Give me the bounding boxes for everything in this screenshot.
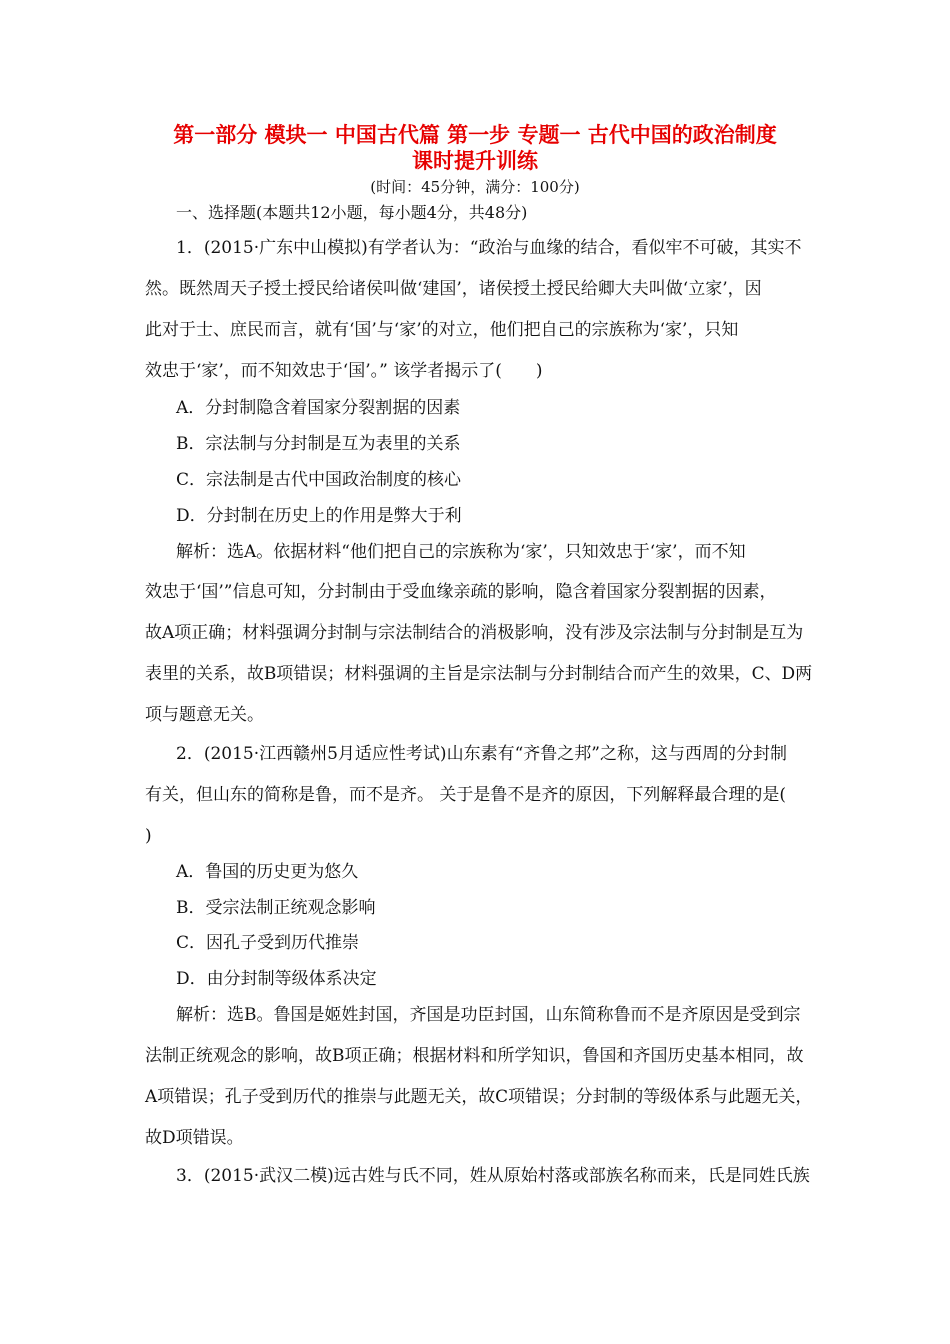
q2-option-d: D．由分封制等级体系决定 bbox=[176, 969, 377, 989]
q2-analysis-line: 法制正统观念的影响，故B项正确；根据材料和所学知识，鲁国和齐国历史基本相同，故 bbox=[145, 1046, 804, 1066]
q1-analysis-line: 表里的关系，故B项错误；材料强调的主旨是宗法制与分封制结合而产生的效果，C、D两 bbox=[145, 664, 813, 684]
q1-option-d: D．分封制在历史上的作用是弊大于利 bbox=[176, 506, 462, 526]
q1-analysis-line: 效忠于‘国’”信息可知，分封制由于受血缘亲疏的影响，隐含着国家分裂割据的因素， bbox=[145, 582, 777, 602]
q1-option-b: B．宗法制与分封制是互为表里的关系 bbox=[176, 434, 461, 454]
q1-option-c: C．宗法制是古代中国政治制度的核心 bbox=[176, 470, 462, 490]
q3-stem-line: 3．(2015·武汉二模)远古姓与氏不同，姓从原始村落或部族名称而来，氏是同姓氏族 bbox=[176, 1166, 810, 1186]
q2-stem-line: 有关，但山东的简称是鲁，而不是齐。 关于是鲁不是齐的原因，下列解释最合理的是( bbox=[145, 785, 787, 805]
q2-stem-line: 2．(2015·江西赣州5月适应性考试)山东素有“齐鲁之邦”之称，这与西周的分封制 bbox=[176, 744, 787, 764]
q2-stem-line: ) bbox=[145, 826, 152, 846]
document-title-line2: 课时提升训练 bbox=[412, 149, 538, 173]
q1-analysis-line: 项与题意无关。 bbox=[145, 705, 264, 725]
section-heading: 一、选择题(本题共12小题，每小题4分，共48分) bbox=[176, 203, 528, 222]
q1-analysis-line: 故A项正确；材料强调分封制与宗法制结合的消极影响，没有涉及宗法制与分封制是互为 bbox=[145, 623, 804, 643]
q1-stem-line: 然。既然周天子授土授民给诸侯叫做‘建国’，诸侯授土授民给卿大夫叫做‘立家’，因 bbox=[145, 279, 762, 299]
q2-analysis-line: 解析：选B。鲁国是姬姓封国，齐国是功臣封国，山东简称鲁而不是齐原因是受到宗 bbox=[176, 1005, 801, 1025]
q1-option-a: A．分封制隐含着国家分裂割据的因素 bbox=[176, 398, 461, 418]
q2-analysis-line: 故D项错误。 bbox=[145, 1128, 244, 1148]
document-title: 第一部分 模块一 中国古代篇 第一步 专题一 古代中国的政治制度 bbox=[173, 123, 777, 147]
q1-stem-line: 效忠于‘家’，而不知效忠于‘国’。” 该学者揭示了( ) bbox=[145, 361, 543, 381]
q1-analysis-line: 解析：选A。依据材料“他们把自己的宗族称为‘家’，只知效忠于‘家’，而不知 bbox=[176, 542, 746, 562]
q1-stem-line: 1．(2015·广东中山模拟)有学者认为：“政治与血缘的结合，看似牢不可破，其实不 bbox=[176, 238, 802, 258]
q1-stem-line: 此对于士、庶民而言，就有‘国’与‘家’的对立，他们把自己的宗族称为‘家’，只知 bbox=[145, 320, 739, 340]
q2-analysis-line: A项错误；孔子受到历代的推崇与此题无关，故C项错误；分封制的等级体系与此题无关， bbox=[145, 1087, 813, 1107]
q2-option-c: C．因孔子受到历代推崇 bbox=[176, 933, 360, 953]
q2-option-b: B．受宗法制正统观念影响 bbox=[176, 898, 376, 918]
q2-option-a: A．鲁国的历史更为悠久 bbox=[176, 862, 359, 882]
time-score-note: (时间：45分钟，满分：100分) bbox=[370, 178, 580, 196]
